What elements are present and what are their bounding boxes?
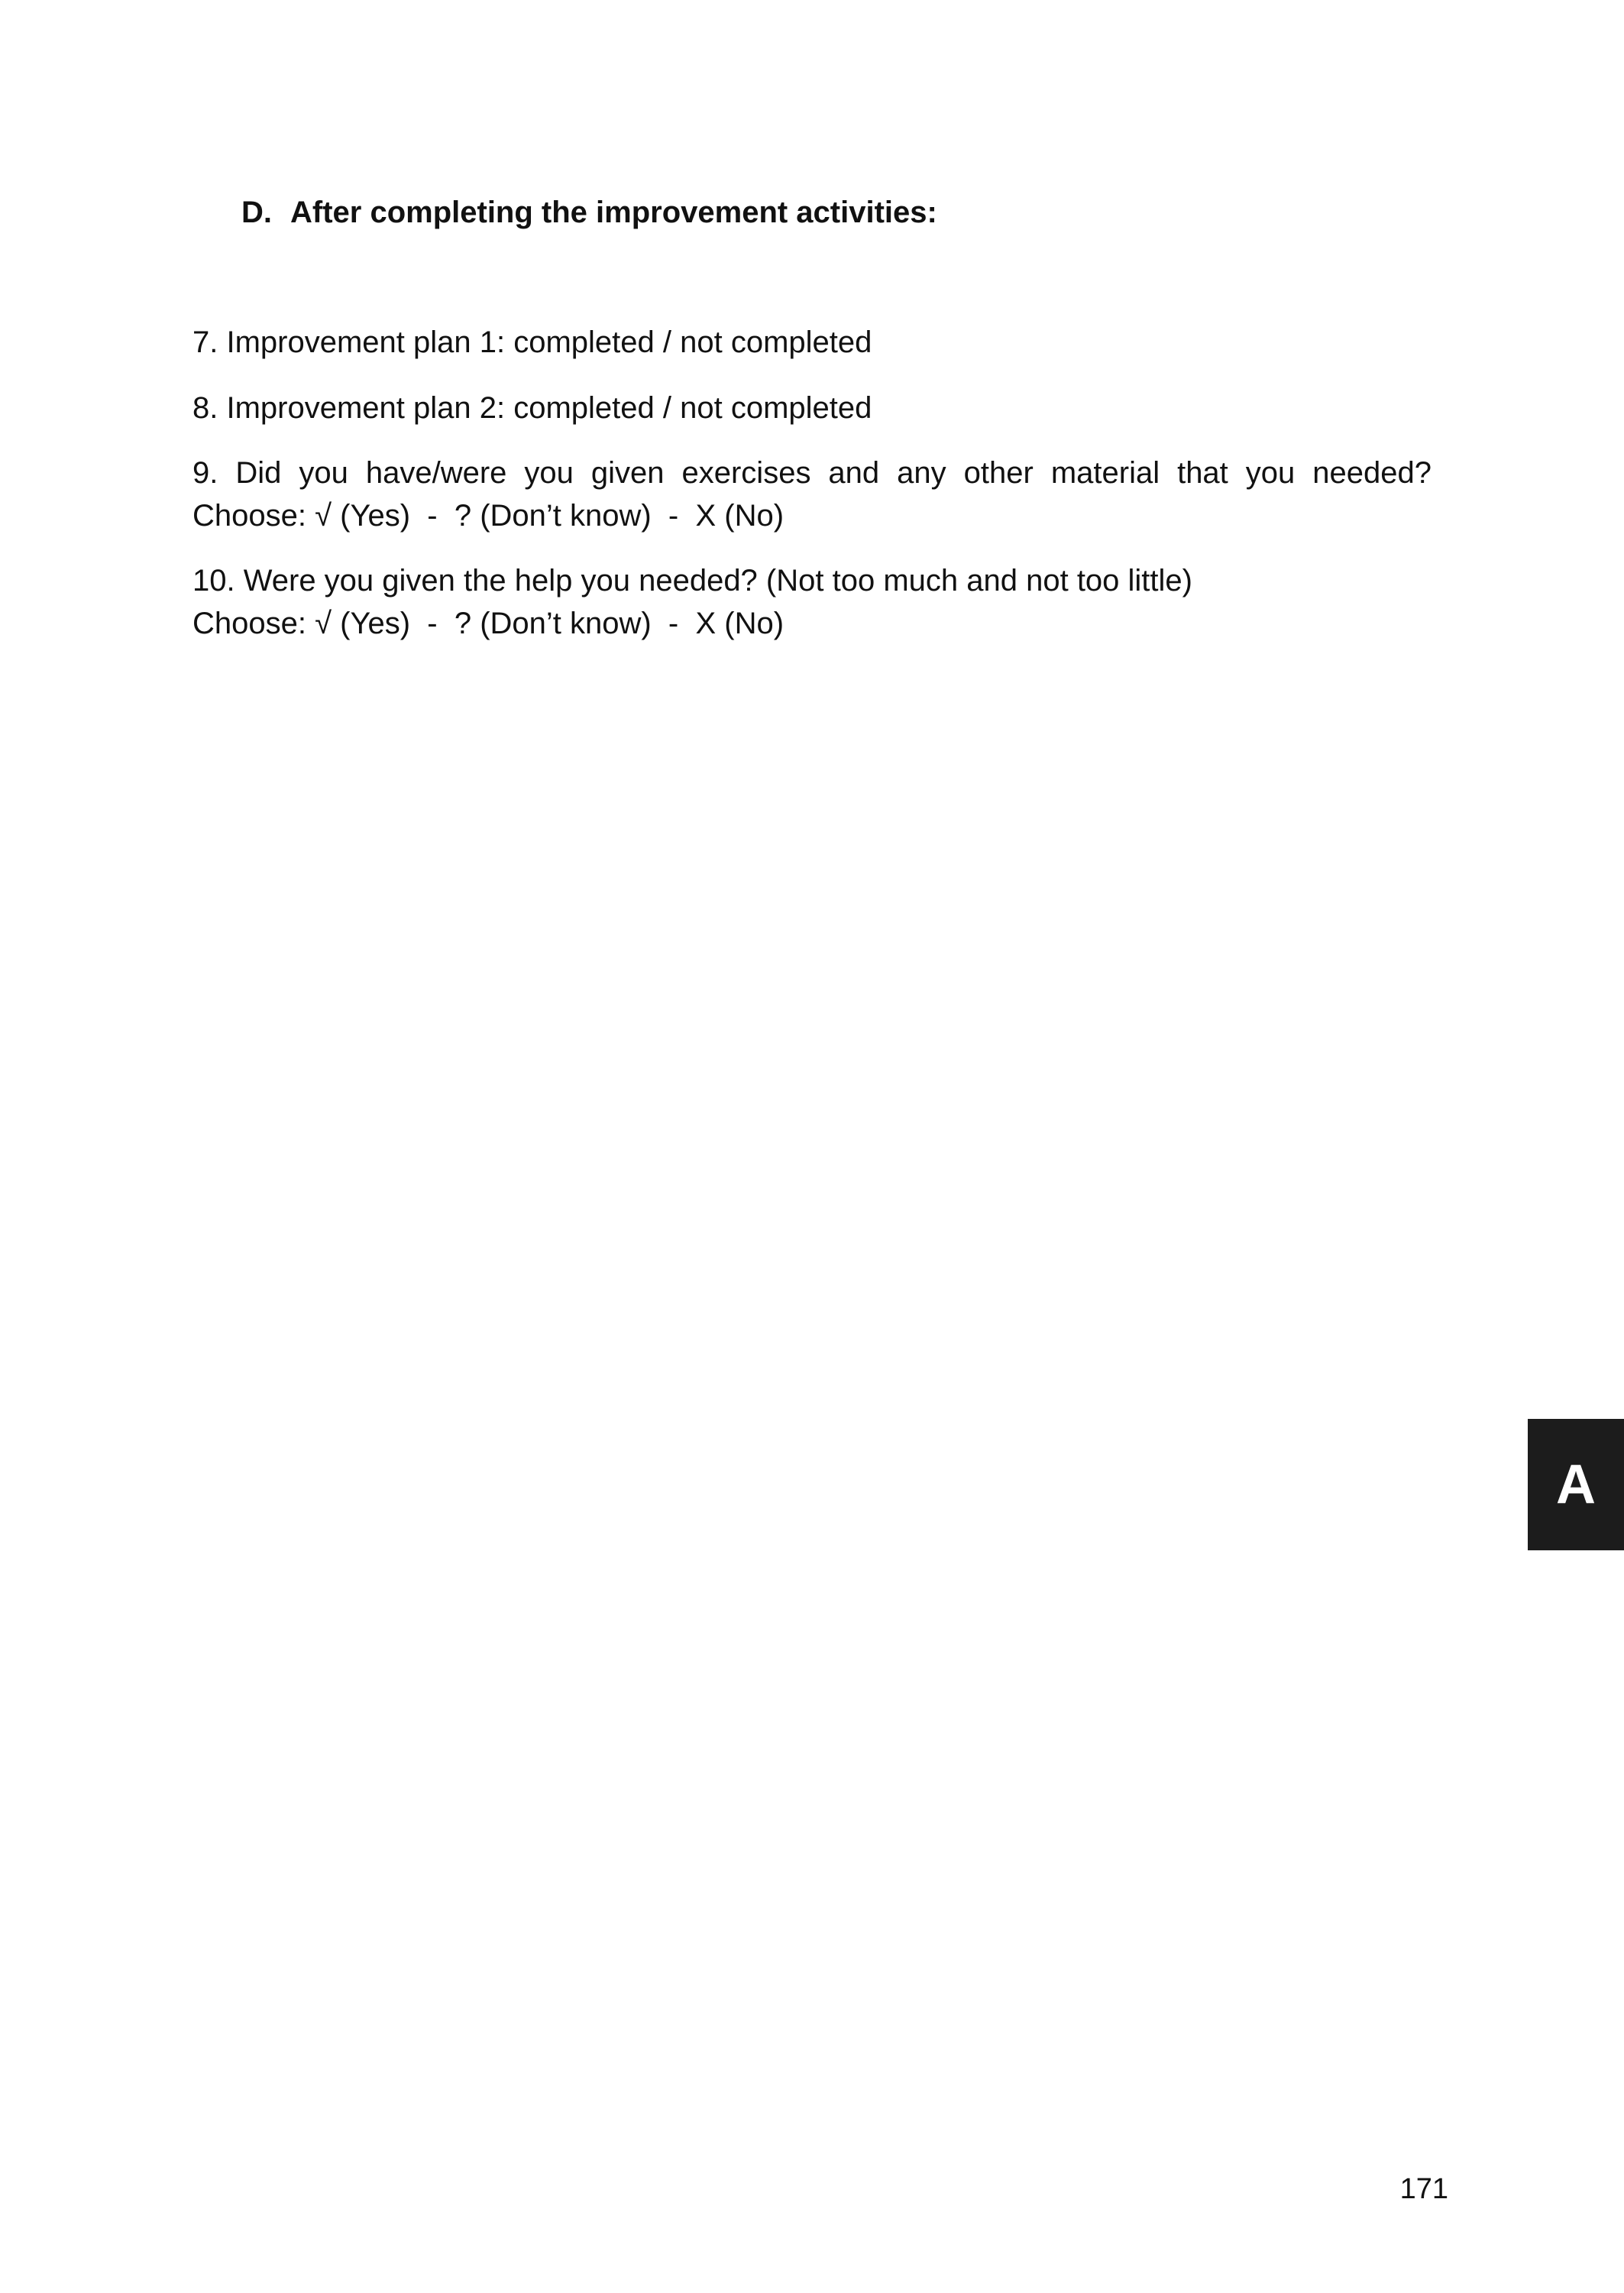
section-heading <box>241 189 937 235</box>
question-7 <box>192 321 1432 364</box>
question-8-text: 8. Improvement plan 2: completed / not completed <box>192 391 872 425</box>
question-9-text: 9. Did you have/were you given exercises and any other material that you needed? <box>192 456 1432 490</box>
question-7-text: 7. Improvement plan 1: completed / not completed <box>192 325 872 359</box>
question-8 <box>192 387 1432 429</box>
question-10-text: 10. Were you given the help you needed? (Not too much and not too little) <box>192 564 1192 598</box>
chapter-tab <box>1528 1419 1624 1550</box>
section-title: After completing the improvement activities: <box>290 196 937 229</box>
page-number: 171 <box>1399 2173 1448 2205</box>
question-9-choices: Choose: √ (Yes) - ? (Don’t know) - X (No) <box>192 499 785 533</box>
section-letter: D. <box>241 196 272 229</box>
question-10-choices: Choose: √ (Yes) - ? (Don’t know) - X (No) <box>192 607 785 640</box>
chapter-tab-letter: A <box>1556 1454 1596 1515</box>
question-9 <box>192 452 1432 537</box>
question-10 <box>192 559 1432 645</box>
